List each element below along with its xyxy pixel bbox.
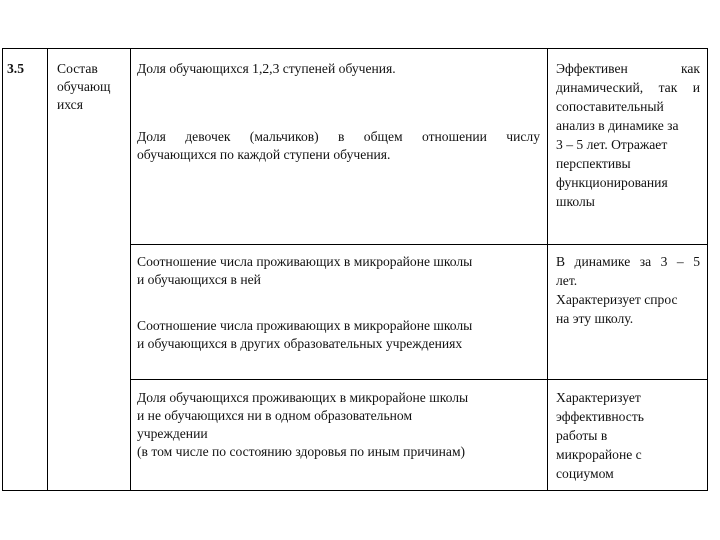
- comment-2-line: лет.: [556, 273, 578, 288]
- comment-3-line: микрорайоне с: [556, 447, 642, 462]
- grid-line: [2, 490, 708, 491]
- comment-2-line: на эту школу.: [556, 311, 634, 326]
- comment-1-line: школы: [556, 194, 595, 209]
- comment-3-line: Характеризует: [556, 390, 641, 405]
- comment-1-line: функционирования: [556, 175, 668, 190]
- comment-1-line: анализ в динамике за: [556, 118, 679, 133]
- grid-line: [2, 48, 3, 491]
- indicator-2-line: Доля девочек (мальчиков) в общем отношении числу: [137, 129, 540, 144]
- indicator-5-line: (в том числе по состоянию здоровья по иным причинам): [137, 444, 466, 459]
- indicator-2-line: обучающихся по каждой ступени обучения.: [137, 147, 391, 162]
- comment-1-line: динамический, так и: [556, 80, 700, 95]
- section-name-line: Состав: [57, 61, 98, 76]
- indicator-4-line: и обучающихся в других образовательных учреждениях: [137, 336, 463, 351]
- comment-3-line: эффективность: [556, 409, 644, 424]
- indicator-5-line: учреждении: [137, 426, 208, 441]
- comment-1-line: сопоставительный: [556, 99, 664, 114]
- indicator-3-line: Соотношение числа проживающих в микрорайоне школы: [137, 254, 473, 269]
- comment-3-line: работы в: [556, 428, 608, 443]
- row-number: 3.5: [7, 61, 24, 76]
- comment-1-line: Эффективен как: [556, 61, 700, 76]
- grid-line: [707, 48, 708, 491]
- grid-line: [2, 48, 708, 49]
- comment-1-line: 3 – 5 лет. Отражает: [556, 137, 668, 152]
- indicator-5-line: Доля обучающихся проживающих в микрорайоне школы: [137, 390, 469, 405]
- comment-2-line: В динамике за 3 – 5: [556, 254, 700, 269]
- section-name-line: ихся: [57, 97, 83, 112]
- comment-2-line: Характеризует спрос: [556, 292, 678, 307]
- grid-line: [130, 48, 131, 491]
- grid-line: [547, 48, 548, 491]
- grid-line: [130, 379, 708, 380]
- indicator-5-line: и не обучающихся ни в одном образовательном: [137, 408, 413, 423]
- indicator-1: Доля обучающихся 1,2,3 ступеней обучения.: [137, 61, 396, 76]
- grid-line: [47, 48, 48, 491]
- indicator-3-line: и обучающихся в ней: [137, 272, 261, 287]
- comment-3-line: социумом: [556, 466, 614, 481]
- comment-1-line: перспективы: [556, 156, 631, 171]
- indicator-4-line: Соотношение числа проживающих в микрорайоне школы: [137, 318, 473, 333]
- grid-line: [130, 244, 708, 245]
- section-name-line: обучающ: [57, 79, 111, 94]
